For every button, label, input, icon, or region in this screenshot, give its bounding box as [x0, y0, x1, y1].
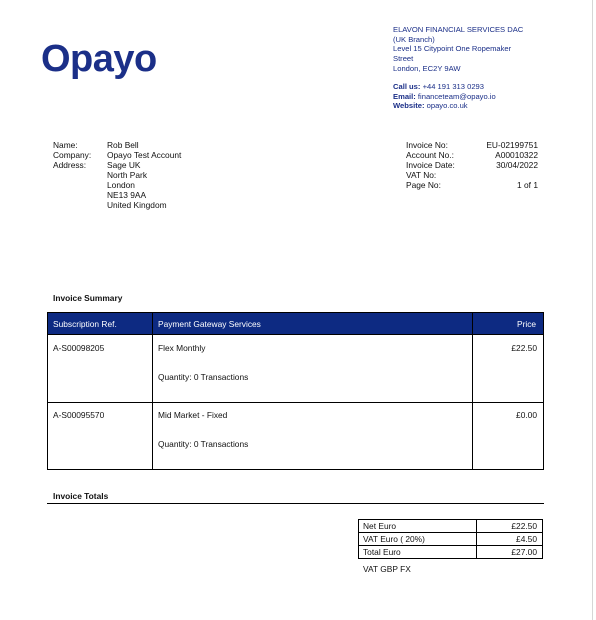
totals-row: VAT Euro ( 20%) £4.50: [359, 533, 542, 546]
row2-ref: A-S00095570: [53, 410, 105, 420]
header-services: Payment Gateway Services: [158, 319, 261, 329]
address-line: London: [107, 180, 135, 190]
address-line: North Park: [107, 170, 148, 180]
account-number-row: Account No.: A00010322: [406, 150, 538, 160]
invoice-number-row: Invoice No: EU-02199751: [406, 140, 538, 150]
contact-phone: Call us: +44 191 313 0293: [393, 82, 485, 91]
row2-quantity: Quantity: 0 Transactions: [158, 439, 249, 449]
contact-email: Email: financeteam@opayo.io: [393, 91, 496, 101]
company-line: Level 15 Citypoint One Ropemaker: [393, 44, 512, 54]
invoice-totals-title: Invoice Totals: [53, 491, 109, 501]
company-line: London, EC2Y 9AW: [393, 63, 461, 73]
row-divider: [48, 402, 543, 403]
address-line: United Kingdom: [107, 200, 167, 210]
company-line: (UK Branch): [393, 34, 435, 44]
page-number-row: Page No: 1 of 1: [406, 180, 538, 190]
customer-details: [53, 140, 273, 210]
row-divider: [48, 334, 543, 335]
row2-service: Mid Market - Fixed: [158, 410, 228, 420]
column-divider: [472, 313, 473, 469]
summary-header-row: [48, 313, 543, 334]
header-subscription-ref: Subscription Ref.: [53, 319, 117, 329]
customer-company-row: Company: Opayo Test Account: [53, 150, 182, 160]
vat-number-row: VAT No:: [406, 170, 437, 180]
vat-gbp-fx-label: VAT GBP FX: [363, 564, 411, 574]
invoice-meta: [406, 140, 538, 190]
header-price: Price: [517, 319, 537, 329]
customer-name-row: Name: Rob Bell: [53, 140, 139, 150]
row1-service: Flex Monthly: [158, 343, 206, 353]
customer-address-row: Address: Sage UK: [53, 160, 141, 170]
row2-price: £0.00: [516, 410, 537, 420]
contact-website: Website: opayo.co.uk: [393, 101, 468, 111]
row1-ref: A-S00098205: [53, 343, 105, 353]
page-edge: [592, 0, 593, 620]
invoice-date-row: Invoice Date: 30/04/2022: [406, 160, 538, 170]
contact-block: [393, 82, 583, 111]
column-divider: [152, 313, 153, 469]
invoice-summary-table: [47, 312, 544, 470]
totals-row: Total Euro £27.00: [359, 546, 542, 559]
company-line: ELAVON FINANCIAL SERVICES DAC: [393, 25, 524, 34]
row1-price: £22.50: [511, 343, 537, 353]
opayo-logo: Opayo: [41, 38, 157, 80]
company-address-block: [393, 25, 583, 74]
row1-quantity: Quantity: 0 Transactions: [158, 372, 249, 382]
address-line: NE13 9AA: [107, 190, 147, 200]
totals-row: Net Euro £22.50: [359, 520, 542, 533]
totals-rule: [47, 503, 544, 504]
totals-table: [358, 519, 543, 559]
company-line: Street: [393, 54, 414, 64]
invoice-summary-title: Invoice Summary: [53, 293, 123, 303]
